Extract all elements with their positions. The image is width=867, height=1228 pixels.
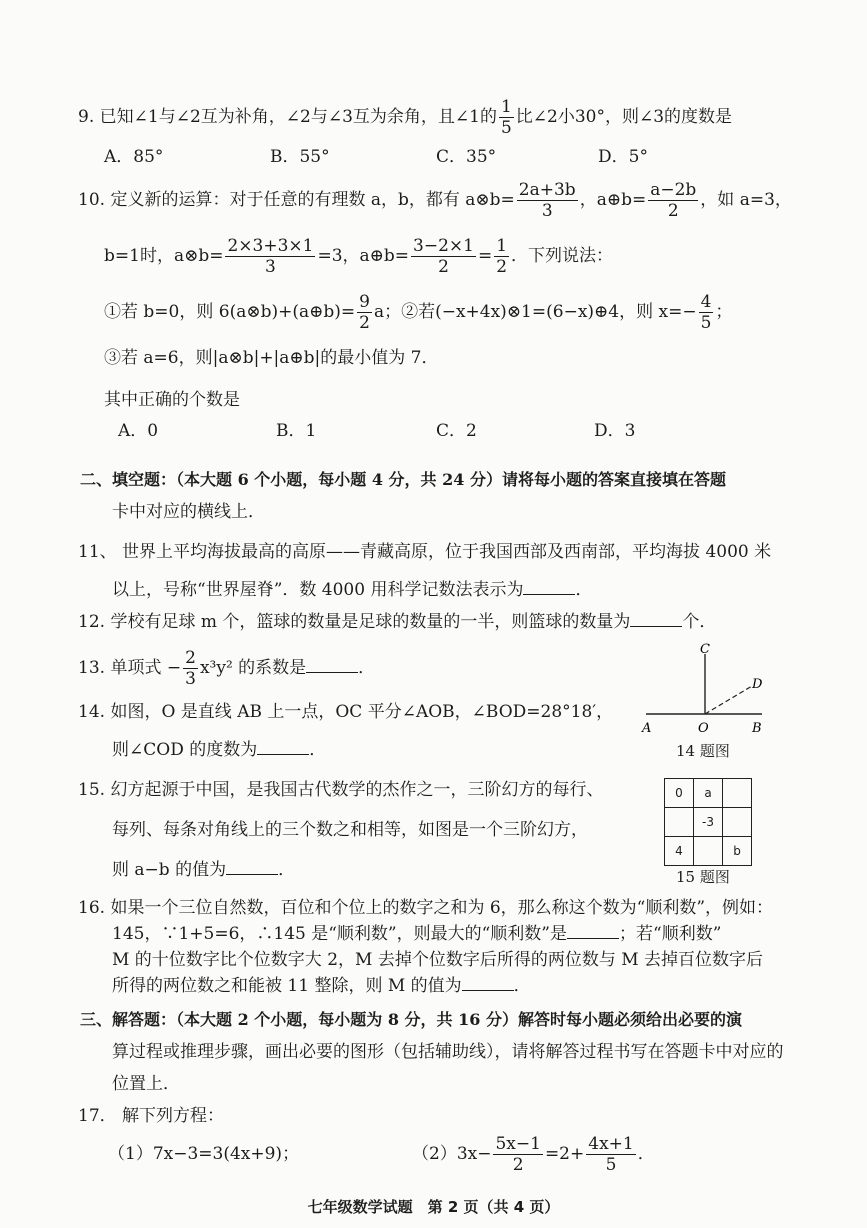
q10-ex3-den: 2 — [496, 257, 508, 277]
q11-line2-text: 以上，号称“世界屋脊”．数 4000 用科学记数法表示为 — [112, 580, 524, 600]
label-o: O — [698, 721, 709, 736]
q15-line3-text: 则 a−b 的值为 — [112, 860, 227, 880]
q9-frac-den: 5 — [500, 118, 512, 138]
cell-r2c2: -3 — [694, 808, 723, 837]
q9-choice-c: C．35° — [436, 147, 497, 167]
q13-number: 13. — [78, 658, 106, 678]
q10-ex3-num: 1 — [496, 236, 508, 256]
q10-choice-a: A．0 — [118, 421, 159, 441]
q10-intro — [78, 180, 792, 221]
magic-square-grid — [664, 778, 752, 866]
q16-line3: M 的十位数字比个位数字大 2，M 去掉个位数字后所得的两位数与 M 去掉百位数字后 — [112, 950, 764, 970]
q14-line1-text: 如图，O 是直线 AB 上一点，OC 平分∠AOB，∠BOD=28°18′， — [110, 702, 614, 722]
q16-line2 — [112, 922, 721, 946]
q10-s1-a: ①若 b=0，则 6(a⊗b)+(a⊕b)= — [104, 302, 356, 322]
cell-r2c1 — [665, 808, 694, 837]
q11-line2-end: ． — [575, 580, 593, 600]
q17-p2-num1: 5x−1 — [495, 1134, 541, 1154]
q16-line2-text: 145，∵1+5=6，∴145 是“顺利数”，则最大的“顺利数”是 — [112, 924, 567, 944]
q16-line4-text: 所得的两位数之和能被 11 整除，则 M 的值为 — [112, 976, 462, 996]
q14-line2 — [112, 738, 326, 762]
q16-line1 — [78, 896, 773, 920]
q10-ex1-fraction — [225, 236, 315, 277]
cell-r1c1: 0 — [665, 779, 694, 808]
q9-choice-a: A．85° — [104, 147, 164, 167]
q11-line1-text: 世界上平均海拔最高的高原——青藏高原，位于我国西部及西南部，平均海拔 4000 米 — [122, 542, 772, 562]
q10-s2-num: 4 — [700, 292, 712, 312]
q17-p2-den2: 5 — [605, 1155, 617, 1175]
q14-angle-figure — [640, 640, 780, 740]
q13-frac-den: 3 — [185, 669, 196, 689]
q10-statements-1-2 — [104, 292, 732, 333]
q9-choice-b: B．55° — [270, 147, 330, 167]
q14-number: 14. — [78, 702, 106, 722]
section3-heading-cont-2: 位置上． — [112, 1074, 180, 1094]
q10-ex-d: ．下列说法： — [511, 246, 614, 266]
q10-statement-3: ③若 a=6，则|a⊗b|+|a⊕b|的最小值为 7． — [104, 348, 439, 368]
q15-line1-text: 幻方起源于中国，是我国古代数学的杰作之一，三阶幻方的每行、 — [110, 780, 604, 800]
q10-s2-den: 5 — [700, 313, 712, 333]
label-c: C — [700, 642, 710, 657]
q15-number: 15. — [78, 780, 106, 800]
q17-p2-fraction-2 — [586, 1134, 635, 1175]
q10-ex-a: b=1时，a⊗b= — [104, 246, 224, 266]
q10-def1-num: 2a+3b — [518, 180, 576, 200]
q17-title — [78, 1104, 224, 1128]
q17-number: 17． — [78, 1106, 117, 1126]
label-d: D — [752, 677, 763, 692]
q10-def1-den: 3 — [541, 201, 553, 221]
q9-text-a: 已知∠1与∠2互为补角，∠2与∠3互为余角，且∠1的 — [99, 107, 497, 127]
q15-line3 — [112, 858, 295, 882]
q15-figure-caption: 15 题图 — [676, 868, 730, 886]
q10-tail: ，如 a=3， — [700, 190, 792, 210]
q17-part1: （1）7x−3=3(4x+9)； — [108, 1144, 300, 1164]
q16-line4 — [112, 974, 531, 998]
q11-answer-blank — [523, 578, 575, 595]
q10-intro-text: 定义新的运算：对于任意的有理数 a，b，都有 a⊗b= — [110, 190, 515, 210]
q9-number: 9. — [78, 107, 95, 127]
q10-ex1-den: 3 — [265, 257, 276, 277]
q10-s1-b: a；②若(−x+4x)⊗1=(6−x)⊕4，则 x=− — [373, 302, 697, 322]
q10-s2-fraction — [699, 292, 714, 333]
q16-line2-end: ；若“顺利数” — [619, 924, 722, 944]
q17-p2-num2: 4x+1 — [588, 1134, 634, 1154]
q10-choice-b: B．1 — [276, 421, 317, 441]
q10-s1-fraction — [357, 292, 372, 333]
q10-s1-c: ； — [715, 302, 733, 322]
q17-title-text: 解下列方程： — [122, 1106, 225, 1126]
q16-answer-blank-2 — [462, 974, 514, 991]
q10-def2-num: a−2b — [650, 180, 697, 200]
q13-text-c: ． — [358, 658, 376, 678]
q17-p2-c: ． — [637, 1144, 655, 1164]
q17-p2-a: （2）3x− — [412, 1144, 492, 1164]
q13-text-b: x³y² 的系数是 — [199, 658, 307, 678]
q14-line2-end: ． — [309, 740, 327, 760]
q12-answer-blank — [630, 610, 682, 627]
q9-fraction — [499, 97, 514, 138]
q10-ask: 其中正确的个数是 — [104, 390, 240, 410]
q10-s1-den: 2 — [359, 313, 370, 333]
cell-r3c3: b — [723, 837, 752, 866]
q12-number: 12. — [78, 612, 106, 632]
section2-heading: 二、填空题：（本大题 6 个小题，每小题 4 分，共 24 分）请将每小题的答案直接填在答题 — [80, 470, 726, 489]
label-b: B — [752, 721, 762, 736]
q14-figure-caption: 14 题图 — [676, 742, 730, 760]
q10-ex1-num: 2×3+3×1 — [227, 236, 314, 256]
q10-ex2-den: 2 — [438, 257, 449, 277]
ray-od — [705, 686, 752, 714]
cell-r3c1: 4 — [665, 837, 694, 866]
q17-p2-den1: 2 — [512, 1155, 524, 1175]
page-footer: 七年级数学试题 第 2 页（共 4 页） — [307, 1198, 560, 1216]
q10-s1-num: 9 — [359, 292, 370, 312]
q14-line2-text: 则∠COD 的度数为 — [112, 740, 258, 760]
q16-line1-text: 如果一个三位自然数，百位和个位上的数字之和为 6，那么称这个数为“顺利数”，例如： — [110, 898, 774, 918]
q10-example — [104, 236, 613, 277]
q16-number: 16. — [78, 898, 106, 918]
cell-r1c3 — [723, 779, 752, 808]
cell-r3c2 — [694, 837, 723, 866]
q11-number: 11、 — [78, 542, 117, 562]
q15-line2: 每列、每条对角线上的三个数之和相等，如图是一个三阶幻方， — [112, 820, 588, 840]
q9-frac-num: 1 — [500, 97, 512, 117]
q13-line — [78, 648, 375, 689]
q13-answer-blank — [306, 656, 358, 673]
q9-choice-d: D．5° — [598, 147, 648, 167]
q11-line2 — [112, 578, 592, 602]
section3-heading: 三、解答题：（本大题 2 个小题，每小题为 8 分，共 16 分）解答时每小题必须给出必要的演 — [80, 1010, 742, 1029]
q11-line1 — [78, 540, 771, 564]
q15-line1 — [78, 778, 603, 802]
q15-answer-blank — [226, 858, 278, 875]
q10-ex-b: =3，a⊕b= — [317, 246, 410, 266]
q10-def2-den: 2 — [667, 201, 679, 221]
q17-p2-b: =2+ — [544, 1144, 585, 1164]
q10-def1-fraction — [517, 180, 578, 221]
q15-line3-end: ． — [278, 860, 296, 880]
q17-part2 — [412, 1134, 655, 1175]
q14-answer-blank — [257, 738, 309, 755]
q10-ex2-fraction — [411, 236, 476, 277]
q9-text — [78, 97, 732, 138]
q15-magic-square — [664, 778, 752, 866]
q10-choice-d: D．3 — [594, 421, 636, 441]
section3-heading-cont-1: 算过程或推理步骤，画出必要的图形（包括辅助线），请将解答过程书写在答题卡中对应的 — [112, 1042, 784, 1062]
cell-r1c2: a — [694, 779, 723, 808]
q13-fraction — [183, 648, 198, 689]
q10-ex3-fraction — [494, 236, 509, 277]
q10-number: 10. — [78, 190, 106, 210]
q10-choice-c: C．2 — [436, 421, 477, 441]
q10-def2-fraction — [648, 180, 698, 221]
q12-line — [78, 610, 716, 634]
q9-text-b: 比∠2小30°，则∠3的度数是 — [515, 107, 733, 127]
q12-text: 学校有足球 m 个，篮球的数量是足球的数量的一半，则篮球的数量为 — [110, 612, 631, 632]
q10-ex-c: = — [477, 246, 493, 266]
section2-heading-cont: 卡中对应的横线上． — [112, 502, 265, 522]
cell-r2c3 — [723, 808, 752, 837]
q12-text-end: 个． — [682, 612, 717, 632]
q13-frac-num: 2 — [185, 648, 196, 668]
q17-p2-fraction-1 — [493, 1134, 542, 1175]
label-a: A — [642, 721, 652, 736]
q13-text-a: 单项式 − — [110, 658, 182, 678]
q10-ex2-num: 3−2×1 — [413, 236, 474, 256]
q10-mid: ，a⊕b= — [579, 190, 647, 210]
q16-answer-blank-1 — [567, 922, 619, 939]
q16-line4-end: ． — [513, 976, 531, 996]
q14-line1 — [78, 700, 613, 724]
